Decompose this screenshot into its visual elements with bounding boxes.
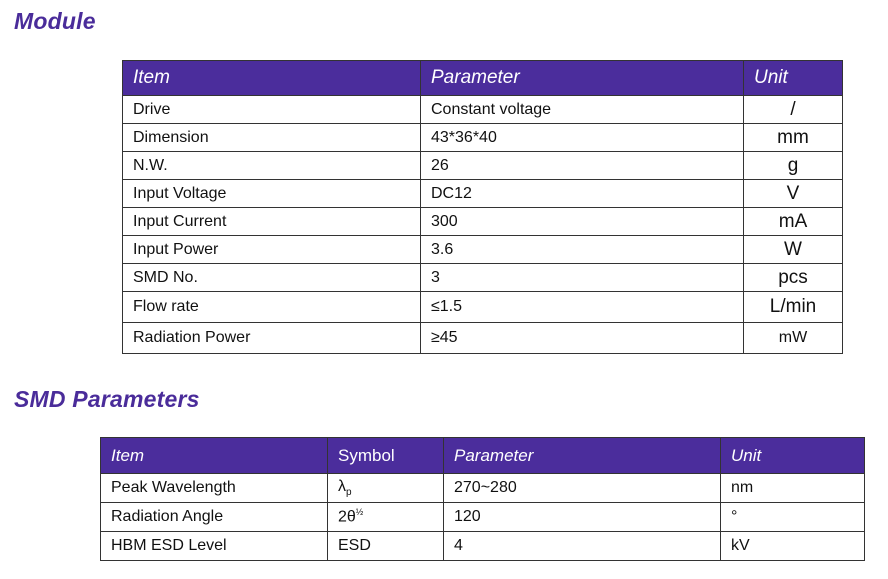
table-row: [123, 152, 843, 180]
module-item-cell: Input Current: [123, 208, 421, 236]
module-unit-cell: g: [744, 152, 843, 180]
module-table: [122, 60, 843, 354]
module-parameter-cell: 43*36*40: [421, 124, 744, 152]
module-col-unit: Unit: [744, 61, 843, 96]
smd-col-symbol: Symbol: [328, 438, 444, 474]
smd-item-cell: Peak Wavelength: [101, 474, 328, 503]
module-unit-cell: pcs: [744, 264, 843, 292]
module-parameter-cell: 3: [421, 264, 744, 292]
module-col-item: Item: [123, 61, 421, 96]
smd-unit-cell: kV: [721, 532, 865, 561]
module-unit-cell: mW: [744, 323, 843, 354]
module-unit-cell: mm: [744, 124, 843, 152]
module-parameter-cell: 26: [421, 152, 744, 180]
module-parameter-cell: ≤1.5: [421, 292, 744, 323]
module-item-cell: SMD No.: [123, 264, 421, 292]
module-unit-cell: /: [744, 96, 843, 124]
symbol-main: λ: [338, 477, 346, 495]
smd-unit-cell: nm: [721, 474, 865, 503]
module-item-cell: Dimension: [123, 124, 421, 152]
symbol-subscript: p: [346, 487, 352, 499]
smd-item-cell: HBM ESD Level: [101, 532, 328, 561]
table-row: [123, 124, 843, 152]
smd-heading: SMD Parameters: [14, 386, 200, 412]
module-item-cell: Input Power: [123, 236, 421, 264]
smd-col-item: Item: [101, 438, 328, 474]
table-row: [123, 264, 843, 292]
module-header-row: [123, 61, 843, 96]
smd-parameter-cell: 4: [444, 532, 721, 561]
module-unit-cell: L/min: [744, 292, 843, 323]
module-item-cell: Drive: [123, 96, 421, 124]
module-parameter-cell: ≥45: [421, 323, 744, 354]
smd-unit-cell: °: [721, 503, 865, 532]
module-item-cell: Input Voltage: [123, 180, 421, 208]
table-row: [123, 96, 843, 124]
table-row: [123, 180, 843, 208]
smd-parameter-cell: 120: [444, 503, 721, 532]
module-unit-cell: W: [744, 236, 843, 264]
module-parameter-cell: 300: [421, 208, 744, 236]
smd-col-unit: Unit: [721, 438, 865, 474]
table-row: [123, 208, 843, 236]
module-parameter-cell: 3.6: [421, 236, 744, 264]
table-row: [101, 474, 865, 503]
module-unit-cell: V: [744, 180, 843, 208]
module-heading: Module: [14, 8, 96, 34]
table-row: [123, 236, 843, 264]
module-unit-cell: mA: [744, 208, 843, 236]
module-item-cell: N.W.: [123, 152, 421, 180]
smd-item-cell: Radiation Angle: [101, 503, 328, 532]
module-item-cell: Radiation Power: [123, 323, 421, 354]
module-item-cell: Flow rate: [123, 292, 421, 323]
smd-table: [100, 437, 865, 561]
module-parameter-cell: DC12: [421, 180, 744, 208]
table-row: [123, 292, 843, 323]
symbol-superscript: ½: [355, 507, 364, 518]
smd-col-parameter: Parameter: [444, 438, 721, 474]
symbol-main: 2θ: [338, 508, 356, 526]
module-col-parameter: Parameter: [421, 61, 744, 96]
table-row: [123, 323, 843, 354]
smd-header-row: [101, 438, 865, 474]
table-row: [101, 503, 865, 532]
smd-symbol-cell: [328, 474, 444, 503]
module-parameter-cell: Constant voltage: [421, 96, 744, 124]
table-row: [101, 532, 865, 561]
symbol-main: ESD: [338, 537, 371, 554]
smd-symbol-cell: [328, 532, 444, 561]
smd-parameter-cell: 270~280: [444, 474, 721, 503]
smd-symbol-cell: [328, 503, 444, 532]
